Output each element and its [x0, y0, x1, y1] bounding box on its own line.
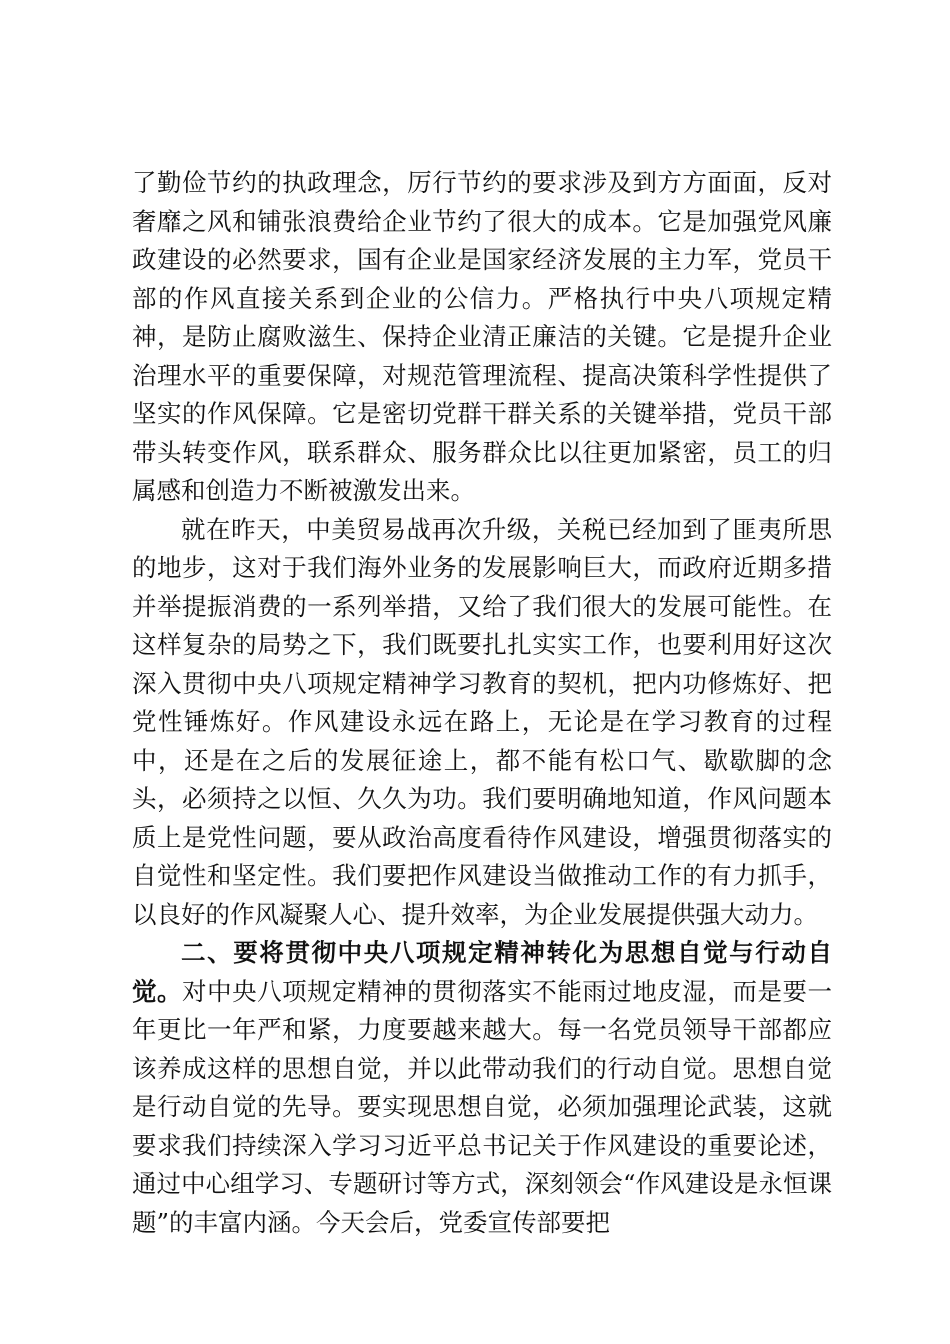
paragraph-1-text: 了勤俭节约的执政理念，厉行节约的要求涉及到方方面面，反对奢靡之风和铺张浪费给企业节约了很大的成本。它是加强党风廉政建设的必然要求，国有企业是国家经济发展的主力军，党员干部的作风直接关系到企业的公信力。严格执行中央八项规定精神，是防止腐败滋生、保持企业清正廉洁的关键。它是提升企业治理水平的重要保障，对规范管理流程、提高决策科学性提供了坚实的作风保障。它是密切党群干群关系的关键举措，党员干部带头转变作风，联系群众、服务群众比以往更加紧密，员工的归属感和创造力不断被激发出来。 [132, 168, 832, 505]
section-heading-2: 二、要将贯彻中央八项规定精神转化为思想自觉与行动自觉。 [132, 938, 832, 1006]
paragraph-2 [132, 511, 832, 935]
body-text [132, 164, 832, 1242]
paragraph-3-text: 对中央八项规定精神的贯彻落实不能雨过地皮湿，而是要一年更比一年严和紧，力度要越来越大。每一名党员领导干部都应该养成这样的思想自觉，并以此带动我们的行动自觉。思想自觉是行动自觉的先导。要实现思想自觉，必须加强理论武装，这就要求我们持续深入学习习近平总书记关于作风建设的重要论述，通过中心组学习、专题研讨等方式，深刻领会“作风建设是永恒课题”的丰富内涵。今天会后，党委宣传部要把 [132, 976, 833, 1237]
paragraph-3 [132, 934, 832, 1242]
paragraph-1 [132, 164, 832, 511]
paragraph-2-text: 就在昨天，中美贸易战再次升级，关税已经加到了匪夷所思的地步，这对于我们海外业务的发展影响巨大，而政府近期多措并举提振消费的一系列举措，又给了我们很大的发展可能性。在这样复杂的局势之下，我们既要扎扎实实工作，也要利用好这次深入贯彻中央八项规定精神学习教育的契机，把内功修炼好、把党性锤炼好。作风建设永远在路上，无论是在学习教育的过程中，还是在之后的发展征途上，都不能有松口气、歇歇脚的念头，必须持之以恒、久久为功。我们要明确地知道，作风问题本质上是党性问题，要从政治高度看待作风建设，增强贯彻落实的自觉性和坚定性。我们要把作风建设当做推动工作的有力抓手，以良好的作风凝聚人心、提升效率，为企业发展提供强大动力。 [132, 514, 832, 929]
